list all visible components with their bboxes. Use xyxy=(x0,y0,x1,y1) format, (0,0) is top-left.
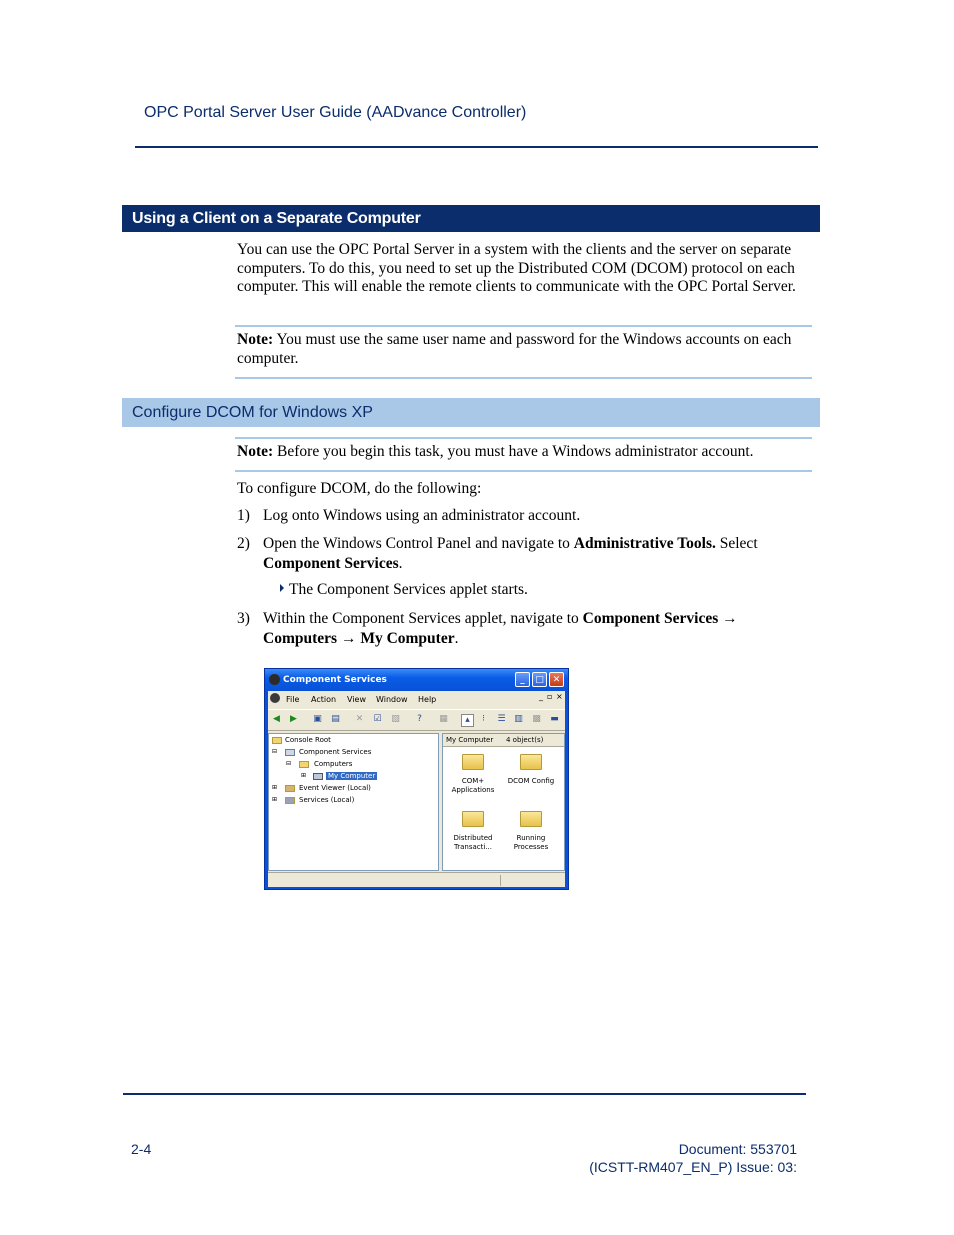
bullet-triangle-icon xyxy=(280,584,284,592)
folder-icon[interactable] xyxy=(462,754,484,770)
disabled-tool-icon[interactable]: ▩ xyxy=(532,714,541,724)
component-services-window xyxy=(264,668,569,890)
icon-com-applications[interactable]: COM+ Applications xyxy=(451,777,495,794)
note-user-password xyxy=(237,331,809,368)
menu-window[interactable]: Window xyxy=(376,695,408,704)
properties-icon[interactable]: ☑ xyxy=(373,714,382,724)
close-icon[interactable]: ✕ xyxy=(549,672,564,687)
section-heading-separate-computer: Using a Client on a Separate Computer xyxy=(122,205,820,232)
child-minimize-icon[interactable]: _ xyxy=(539,692,543,701)
forward-icon[interactable]: ▶ xyxy=(290,714,297,724)
tree-computers[interactable]: Computers xyxy=(314,760,353,768)
tree-event-viewer[interactable]: Event Viewer (Local) xyxy=(299,784,371,792)
child-close-icon[interactable]: × xyxy=(556,692,563,701)
help-icon[interactable]: ? xyxy=(417,714,422,724)
menu-file[interactable]: File xyxy=(286,695,300,704)
detail-view-icon[interactable]: ▥ xyxy=(514,714,523,724)
window-title-bar xyxy=(265,669,568,691)
up-folder-icon[interactable]: ▣ xyxy=(313,714,322,724)
child-restore-icon[interactable]: ▫ xyxy=(547,692,553,701)
expand-icon[interactable]: ⊞ xyxy=(272,796,278,803)
maximize-icon[interactable]: □ xyxy=(532,672,547,687)
small-icons-view-icon[interactable]: ⁝ xyxy=(482,714,485,724)
collapse-icon[interactable]: ⊟ xyxy=(286,760,292,767)
folder-icon xyxy=(272,737,282,744)
folder-icon xyxy=(299,761,309,768)
menu-help[interactable]: Help xyxy=(418,695,437,704)
expand-icon[interactable]: ⊞ xyxy=(272,784,278,791)
header-rule xyxy=(135,146,818,148)
footer-rule xyxy=(123,1093,806,1095)
window-title: Component Services xyxy=(283,675,387,685)
folder-icon[interactable] xyxy=(520,811,542,827)
menu-bar xyxy=(268,691,565,708)
tree-component-services[interactable]: Component Services xyxy=(299,748,372,756)
step-2-result: The Component Services applet starts. xyxy=(289,581,528,598)
section1-body: You can use the OPC Portal Server in a system with the clients and the server on separate computers. To do this, you need to set up the Distributed COM (DCOM) protocol on each computer. This will enable the remote clients to communicate with the OPC Portal Server. xyxy=(237,241,796,295)
step-2-number: 2) xyxy=(237,535,250,552)
note2-bottom-rule xyxy=(235,470,812,472)
status-divider xyxy=(500,875,501,886)
computer-tool-icon[interactable]: ▬ xyxy=(550,714,559,724)
export-icon[interactable]: ▦ xyxy=(439,714,448,724)
procedure-intro: To configure DCOM, do the following: xyxy=(237,480,482,497)
tree-my-computer[interactable]: My Computer xyxy=(328,772,376,780)
list-view-icon[interactable]: ☰ xyxy=(497,714,506,724)
page-number: 2-4 xyxy=(131,1141,152,1157)
section-heading-configure-dcom: Configure DCOM for Windows XP xyxy=(122,398,820,427)
refresh-icon[interactable]: ▧ xyxy=(391,714,400,724)
app-menu-icon[interactable] xyxy=(270,693,280,703)
folder-icon[interactable] xyxy=(520,754,542,770)
results-count: 4 object(s) xyxy=(506,736,544,744)
results-pane xyxy=(442,733,565,871)
step-3-text: Within the Component Services applet, navigate to Component Services → Computers → My Computer. xyxy=(263,610,738,647)
show-tree-icon[interactable]: ▤ xyxy=(331,714,340,724)
icon-running-processes[interactable]: Running Processes xyxy=(513,834,549,851)
collapse-icon[interactable]: ⊟ xyxy=(272,748,278,755)
note-label: Note: xyxy=(237,331,274,348)
step-1-number: 1) xyxy=(237,507,250,524)
document-title: OPC Portal Server User Guide (AADvance Controller) xyxy=(144,104,527,121)
note-admin-account xyxy=(237,443,809,462)
computer-icon xyxy=(313,773,323,780)
note2-label: Note: xyxy=(237,443,274,460)
services-icon xyxy=(285,797,295,804)
results-header xyxy=(443,734,564,747)
component-services-icon xyxy=(269,674,280,685)
event-viewer-icon xyxy=(285,785,295,792)
component-services-node-icon xyxy=(285,749,295,756)
note-bottom-rule xyxy=(235,377,812,379)
large-icons-view-icon[interactable]: ▴ xyxy=(461,714,474,727)
note-text: You must use the same user name and password for the Windows accounts on each computer. xyxy=(237,331,792,367)
expand-icon[interactable]: ⊞ xyxy=(301,772,307,779)
console-tree-pane xyxy=(268,733,439,871)
document-issue: (ICSTT-RM407_EN_P) Issue: 03: xyxy=(589,1159,797,1175)
tree-services[interactable]: Services (Local) xyxy=(299,796,355,804)
status-bar xyxy=(268,872,565,888)
results-location: My Computer xyxy=(446,736,494,744)
step-2-text: Open the Windows Control Panel and navigate to Administrative Tools. Select Component Services. xyxy=(263,535,758,572)
delete-icon[interactable]: ✕ xyxy=(355,714,364,724)
note2-text: Before you begin this task, you must have a Windows administrator account. xyxy=(273,443,754,460)
step-3-number: 3) xyxy=(237,610,250,627)
step-1-text: Log onto Windows using an administrator account. xyxy=(263,507,581,524)
note-top-rule xyxy=(235,325,812,327)
toolbar xyxy=(268,709,565,731)
minimize-icon[interactable]: _ xyxy=(515,672,530,687)
note2-top-rule xyxy=(235,437,812,439)
folder-icon[interactable] xyxy=(462,811,484,827)
window-client-area xyxy=(268,691,565,887)
menu-view[interactable]: View xyxy=(347,695,366,704)
document-number: Document: 553701 xyxy=(678,1141,797,1157)
back-icon[interactable]: ◀ xyxy=(273,714,280,724)
menu-action[interactable]: Action xyxy=(311,695,337,704)
icon-dcom-config[interactable]: DCOM Config xyxy=(507,777,555,785)
tree-console-root[interactable]: Console Root xyxy=(285,736,331,744)
icon-distributed-transaction[interactable]: Distributed Transacti... xyxy=(453,834,493,851)
